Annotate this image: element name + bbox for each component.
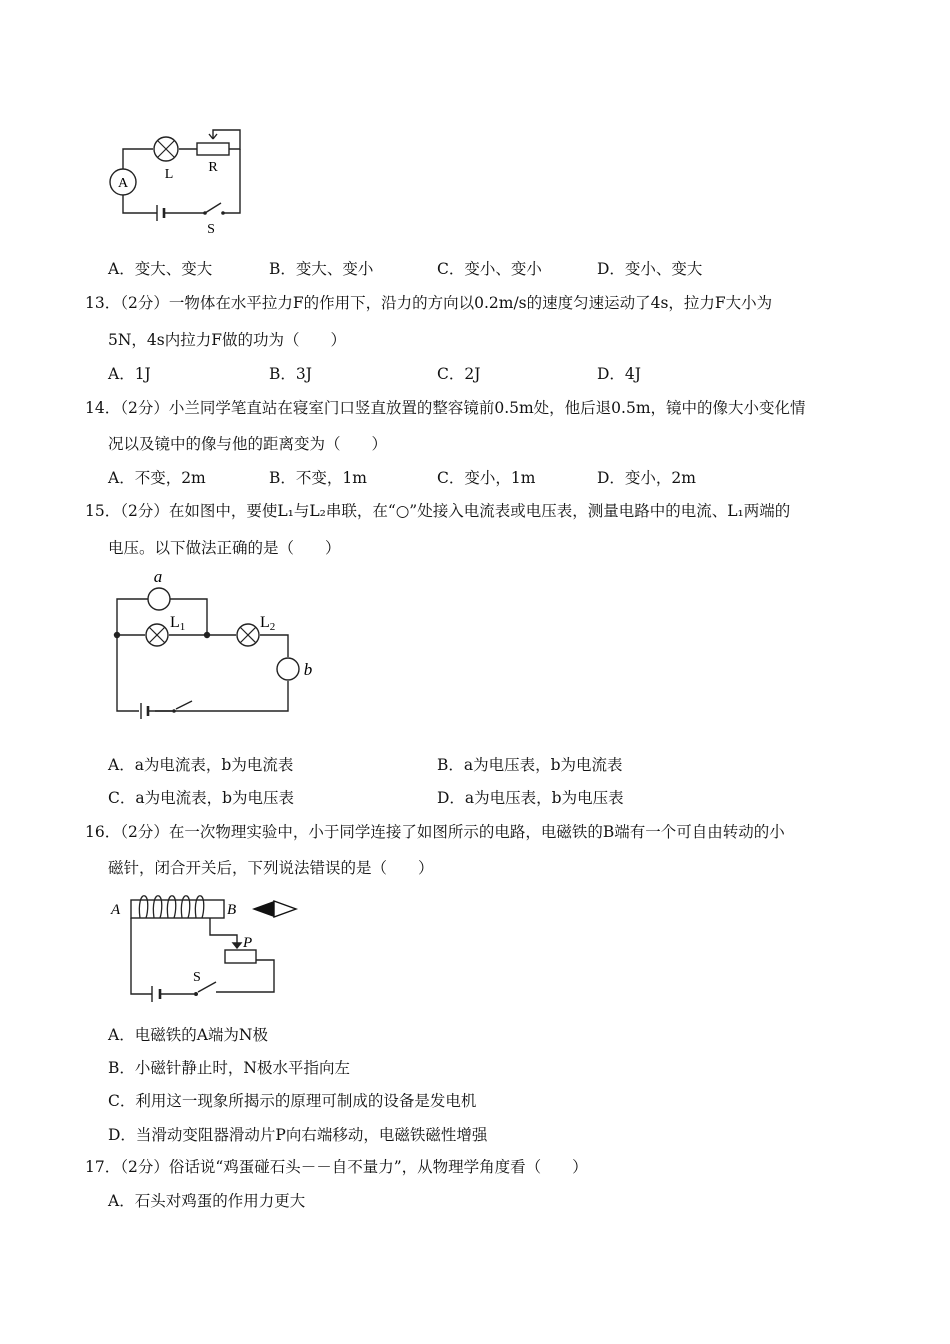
q15-label-b: b	[303, 660, 313, 679]
q16-stem-line1: 16．（2分）在一次物理实验中，小于同学连接了如图所示的电路，电磁铁的B端有一个可自由转动的小	[85, 823, 785, 841]
q12-rheostat-label: R	[208, 160, 218, 175]
q15-meter-b	[277, 658, 299, 680]
q12-ammeter-label: A	[117, 176, 129, 191]
q15-stem-line1: 15．（2分）在如图中，要使L₁与L₂串联，在“○”处接入电流表或电压表，测量电路中的电流、L₁两端的	[85, 502, 791, 520]
q14-option-a: A．不变，2m	[108, 469, 206, 487]
q15-stem-line2: 电压。以下做法正确的是（ ）	[108, 539, 341, 557]
q12-battery	[157, 205, 164, 221]
q16-compass-needle	[252, 901, 296, 917]
q16-label-s: S	[193, 970, 201, 985]
q15-label-l1: L1	[170, 614, 186, 633]
q12-switch-label: S	[207, 222, 215, 237]
q13-option-d: D．4J	[597, 365, 642, 383]
q16-rheostat	[225, 950, 256, 963]
q14-stem-line2: 况以及镜中的像与他的距离变为（ ）	[108, 435, 388, 453]
q16-option-a: A．电磁铁的A端为N极	[108, 1026, 268, 1044]
q15-battery	[141, 703, 148, 719]
q16-option-d: D．当滑动变阻器滑动片P向右端移动，电磁铁磁性增强	[108, 1126, 488, 1144]
q16-option-b: B．小磁针静止时，N极水平指向左	[108, 1059, 350, 1077]
q12-ammeter	[110, 169, 136, 195]
q15-lamp-l2	[237, 624, 259, 646]
q17-option-a: A．石头对鸡蛋的作用力更大	[108, 1192, 306, 1210]
q16-label-a: A	[111, 902, 121, 918]
q15-option-c: C．a为电流表，b为电压表	[108, 789, 295, 807]
q16-stem-line2: 磁针，闭合开关后，下列说法错误的是（ ）	[108, 859, 434, 877]
q15-meter-a	[148, 588, 170, 610]
q16-circuit-diagram	[108, 890, 308, 1005]
q14-option-c: C．变小，1m	[437, 469, 536, 487]
q13-option-c: C．2J	[437, 365, 481, 383]
q15-lamp-l1	[146, 624, 168, 646]
q12-option-d: D．变小、变大	[597, 260, 703, 278]
q13-stem-line1: 13．（2分）一物体在水平拉力F的作用下，沿力的方向以0.2m/s的速度匀速运动了4s，拉力F大小为	[85, 294, 773, 312]
q15-option-b: B．a为电压表，b为电流表	[437, 756, 623, 774]
q15-label-a: a	[153, 567, 163, 586]
q14-option-d: D．变小，2m	[597, 469, 696, 487]
q15-circuit-diagram	[108, 565, 328, 720]
q13-option-a: A．1J	[108, 365, 151, 383]
q15-label-l2: L2	[260, 614, 276, 633]
q12-lamp	[154, 137, 178, 161]
q14-stem-line1: 14．（2分）小兰同学笔直站在寝室门口竖直放置的整容镜前0.5m处，他后退0.5m，镜中的像大小变化情	[85, 399, 806, 417]
q17-stem-line1: 17．（2分）俗话说“鸡蛋碰石头－－自不量力”，从物理学角度看（ ）	[85, 1158, 588, 1176]
q12-circuit-diagram	[105, 125, 250, 240]
q16-option-c: C．利用这一现象所揭示的原理可制成的设备是发电机	[108, 1092, 477, 1110]
q13-option-b: B．3J	[269, 365, 312, 383]
q13-stem-line2: 5N，4s内拉力F做的功为（ ）	[108, 331, 346, 349]
q15-option-d: D．a为电压表，b为电压表	[437, 789, 624, 807]
q12-lamp-label: L	[164, 167, 174, 182]
q16-battery	[152, 986, 160, 1002]
q12-option-a: A．变大、变大	[108, 260, 213, 278]
q12-option-c: C．变小、变小	[437, 260, 542, 278]
q12-rheostat	[197, 143, 229, 155]
q16-electromagnet	[131, 896, 224, 918]
q14-option-b: B．不变，1m	[269, 469, 367, 487]
q16-label-p: P	[243, 935, 253, 951]
q16-label-b: B	[227, 902, 237, 918]
q12-option-b: B．变大、变小	[269, 260, 374, 278]
q15-option-a: A．a为电流表，b为电流表	[108, 756, 294, 774]
